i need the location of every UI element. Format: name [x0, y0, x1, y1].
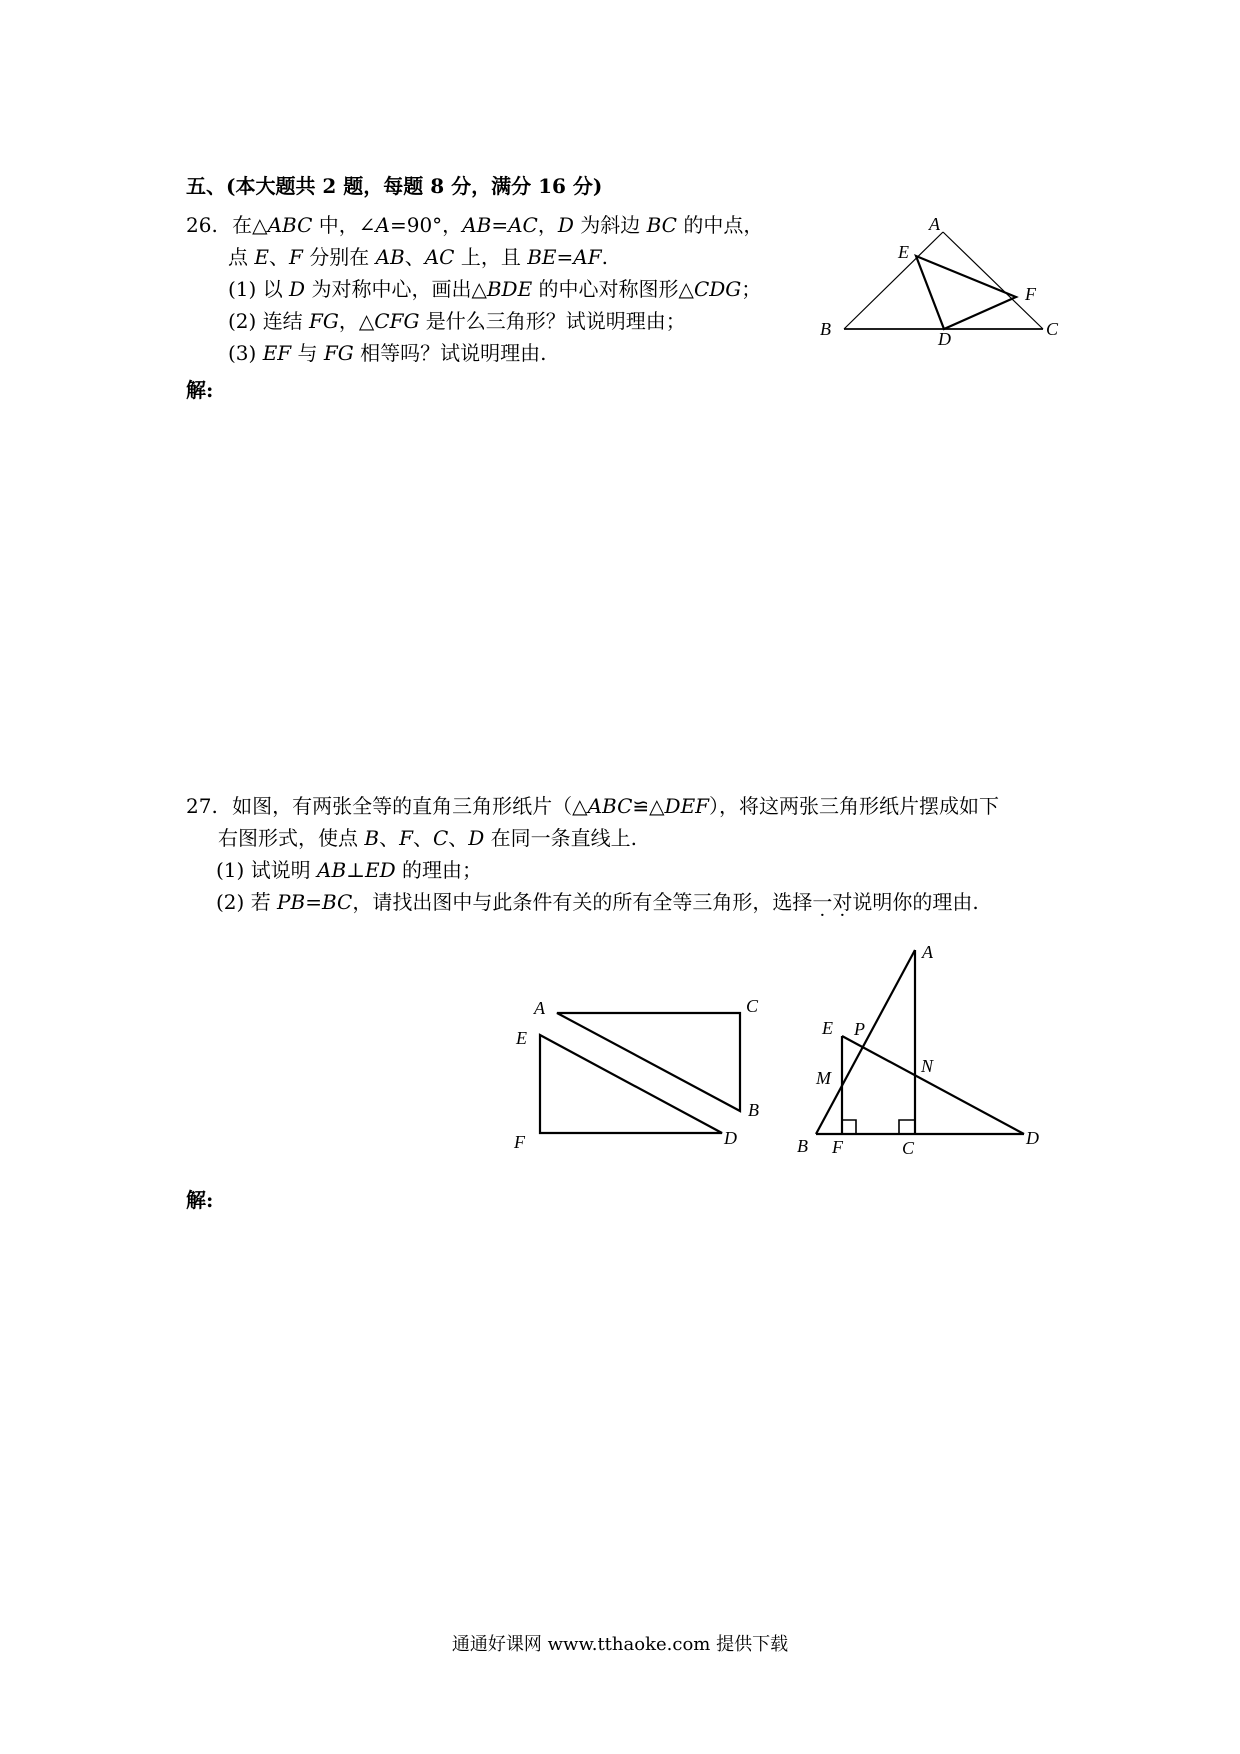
q26-math: D — [557, 213, 574, 237]
q26-text: = — [556, 245, 574, 269]
q26-math: BC — [646, 213, 677, 237]
q26-math: BDE — [486, 277, 533, 301]
q27-left-label-D: D — [724, 1128, 737, 1148]
q26-text: ， — [537, 213, 558, 237]
q27-left-label-E: E — [516, 1028, 527, 1048]
page-footer: 通通好课网 www.tthaoke.com 提供下载 — [451, 1634, 789, 1655]
q26-text: 分别在 — [302, 245, 376, 269]
q26-math: E — [254, 245, 269, 269]
q26-label-A: A — [929, 214, 940, 234]
q27-right-label-F: F — [832, 1137, 843, 1157]
q27-math: C — [432, 826, 449, 850]
q26-answer-label: 解: — [186, 378, 214, 402]
q26-text: (3) — [228, 341, 263, 365]
q26-text: . — [601, 245, 608, 269]
q26-math: F — [288, 245, 303, 269]
q27-right-segment-ED — [842, 1036, 1024, 1134]
q27-text: ），将这两张三角形纸片摆成如下 — [709, 794, 1000, 818]
q27-right-label-P: P — [854, 1019, 865, 1039]
q26-math: AC — [424, 245, 455, 269]
q27-math: ABC — [587, 794, 633, 818]
q26-text: 的中点， — [676, 213, 764, 237]
q26-text: ，△ — [338, 309, 375, 333]
q27-left-label-F: F — [514, 1132, 525, 1152]
q26-text: 点 — [228, 245, 255, 269]
q27-math: BC — [321, 890, 353, 914]
q26-label-C: C — [1046, 319, 1059, 339]
q27-text: 如图，有两张全等的直角三角形纸片（△ — [232, 794, 588, 818]
q27-right-segment-AB — [816, 950, 915, 1134]
q26-text: =90°， — [389, 213, 463, 237]
q26-text: 是什么三角形？试说明理由； — [419, 309, 686, 333]
q26-math: EF — [262, 341, 292, 365]
q26-text: 上，且 — [454, 245, 528, 269]
q27-text: 的理由； — [395, 858, 482, 882]
q26-text: 与 — [291, 341, 324, 365]
q27-text: 右图形式，使点 — [218, 826, 365, 850]
q26-math: AF — [573, 245, 602, 269]
q26-label-E: E — [898, 242, 909, 262]
q27-text: ⊥ — [346, 858, 365, 882]
q26-text: (1) 以 — [228, 277, 290, 301]
q26-label-D: D — [938, 329, 951, 349]
q26-math: AB — [375, 245, 405, 269]
q27-right-angle-F — [842, 1120, 856, 1134]
q27-right-label-B: B — [797, 1136, 808, 1156]
q27-right-label-C: C — [902, 1138, 915, 1158]
q26-text: 、 — [404, 245, 425, 269]
q27-text: 、 — [412, 826, 433, 850]
q27-math: PB — [277, 890, 306, 914]
q27-emphasis-char: 一 — [812, 890, 833, 914]
q27-right-label-N: N — [921, 1056, 934, 1076]
q27-math: D — [468, 826, 485, 850]
q26-text: 为斜边 — [573, 213, 647, 237]
q26-math: AB — [462, 213, 492, 237]
q27-text: 、 — [448, 826, 469, 850]
q27-text: 在同一条直线上. — [484, 826, 638, 850]
q27-text: (2) 若 — [216, 890, 278, 914]
q27-emphasis-char: 对 — [832, 890, 853, 914]
q27-text: = — [305, 890, 322, 914]
q26-math: FG — [323, 341, 354, 365]
q26-text: 相等吗？试说明理由. — [353, 341, 547, 365]
q27-math: AB — [317, 858, 347, 882]
q26-text: = — [491, 213, 509, 237]
q27-text: (1) 试说明 — [216, 858, 318, 882]
q27-left-label-A: A — [534, 998, 545, 1018]
q27-math: ED — [365, 858, 396, 882]
q26-text: (2) 连结 — [228, 309, 310, 333]
q27-left-label-B: B — [748, 1100, 759, 1120]
section-title: 五、(本大题共 2 题，每题 8 分，满分 16 分) — [186, 174, 603, 198]
q27-right-label-E: E — [822, 1018, 833, 1038]
q27-left-label-C: C — [746, 996, 759, 1016]
q27-right-label-M: M — [816, 1068, 831, 1088]
q27-right-angle-C — [899, 1120, 915, 1134]
q27-number: 27. — [186, 794, 218, 818]
q27-left-triangle-ABC — [557, 1013, 740, 1111]
q27-math: B — [364, 826, 380, 850]
q26-math: BE — [527, 245, 557, 269]
q27-answer-label: 解: — [186, 1188, 214, 1212]
q26-math: AC — [508, 213, 538, 237]
q26-text: ； — [741, 277, 762, 301]
q26-text: 中，∠ — [312, 213, 376, 237]
q26-number: 26. — [186, 213, 218, 237]
q26-math: CDG — [693, 277, 742, 301]
q27-right-label-D: D — [1026, 1128, 1039, 1148]
q26-text: 在△ — [232, 213, 268, 237]
q27-left-triangle-DEF — [540, 1035, 722, 1133]
q26-math: CFG — [374, 309, 420, 333]
q26-math: ABC — [267, 213, 313, 237]
q26-label-B: B — [820, 319, 831, 339]
q26-text: 、 — [268, 245, 289, 269]
q26-text: 的中心对称图形△ — [532, 277, 694, 301]
q27-text: ≌△ — [632, 794, 665, 818]
q27-math: DEF — [664, 794, 710, 818]
q27-text: 说明你的理由. — [852, 890, 979, 914]
q26-math: FG — [309, 309, 339, 333]
q26-math: A — [375, 213, 390, 237]
q27-text: 、 — [379, 826, 400, 850]
q26-math: D — [289, 277, 306, 301]
q27-math: F — [399, 826, 413, 850]
q27-right-label-A: A — [922, 942, 933, 962]
q26-label-F: F — [1025, 284, 1036, 304]
q27-text: ，请找出图中与此条件有关的所有全等三角形，选择 — [352, 890, 813, 914]
q26-text: 为对称中心，画出△ — [305, 277, 487, 301]
